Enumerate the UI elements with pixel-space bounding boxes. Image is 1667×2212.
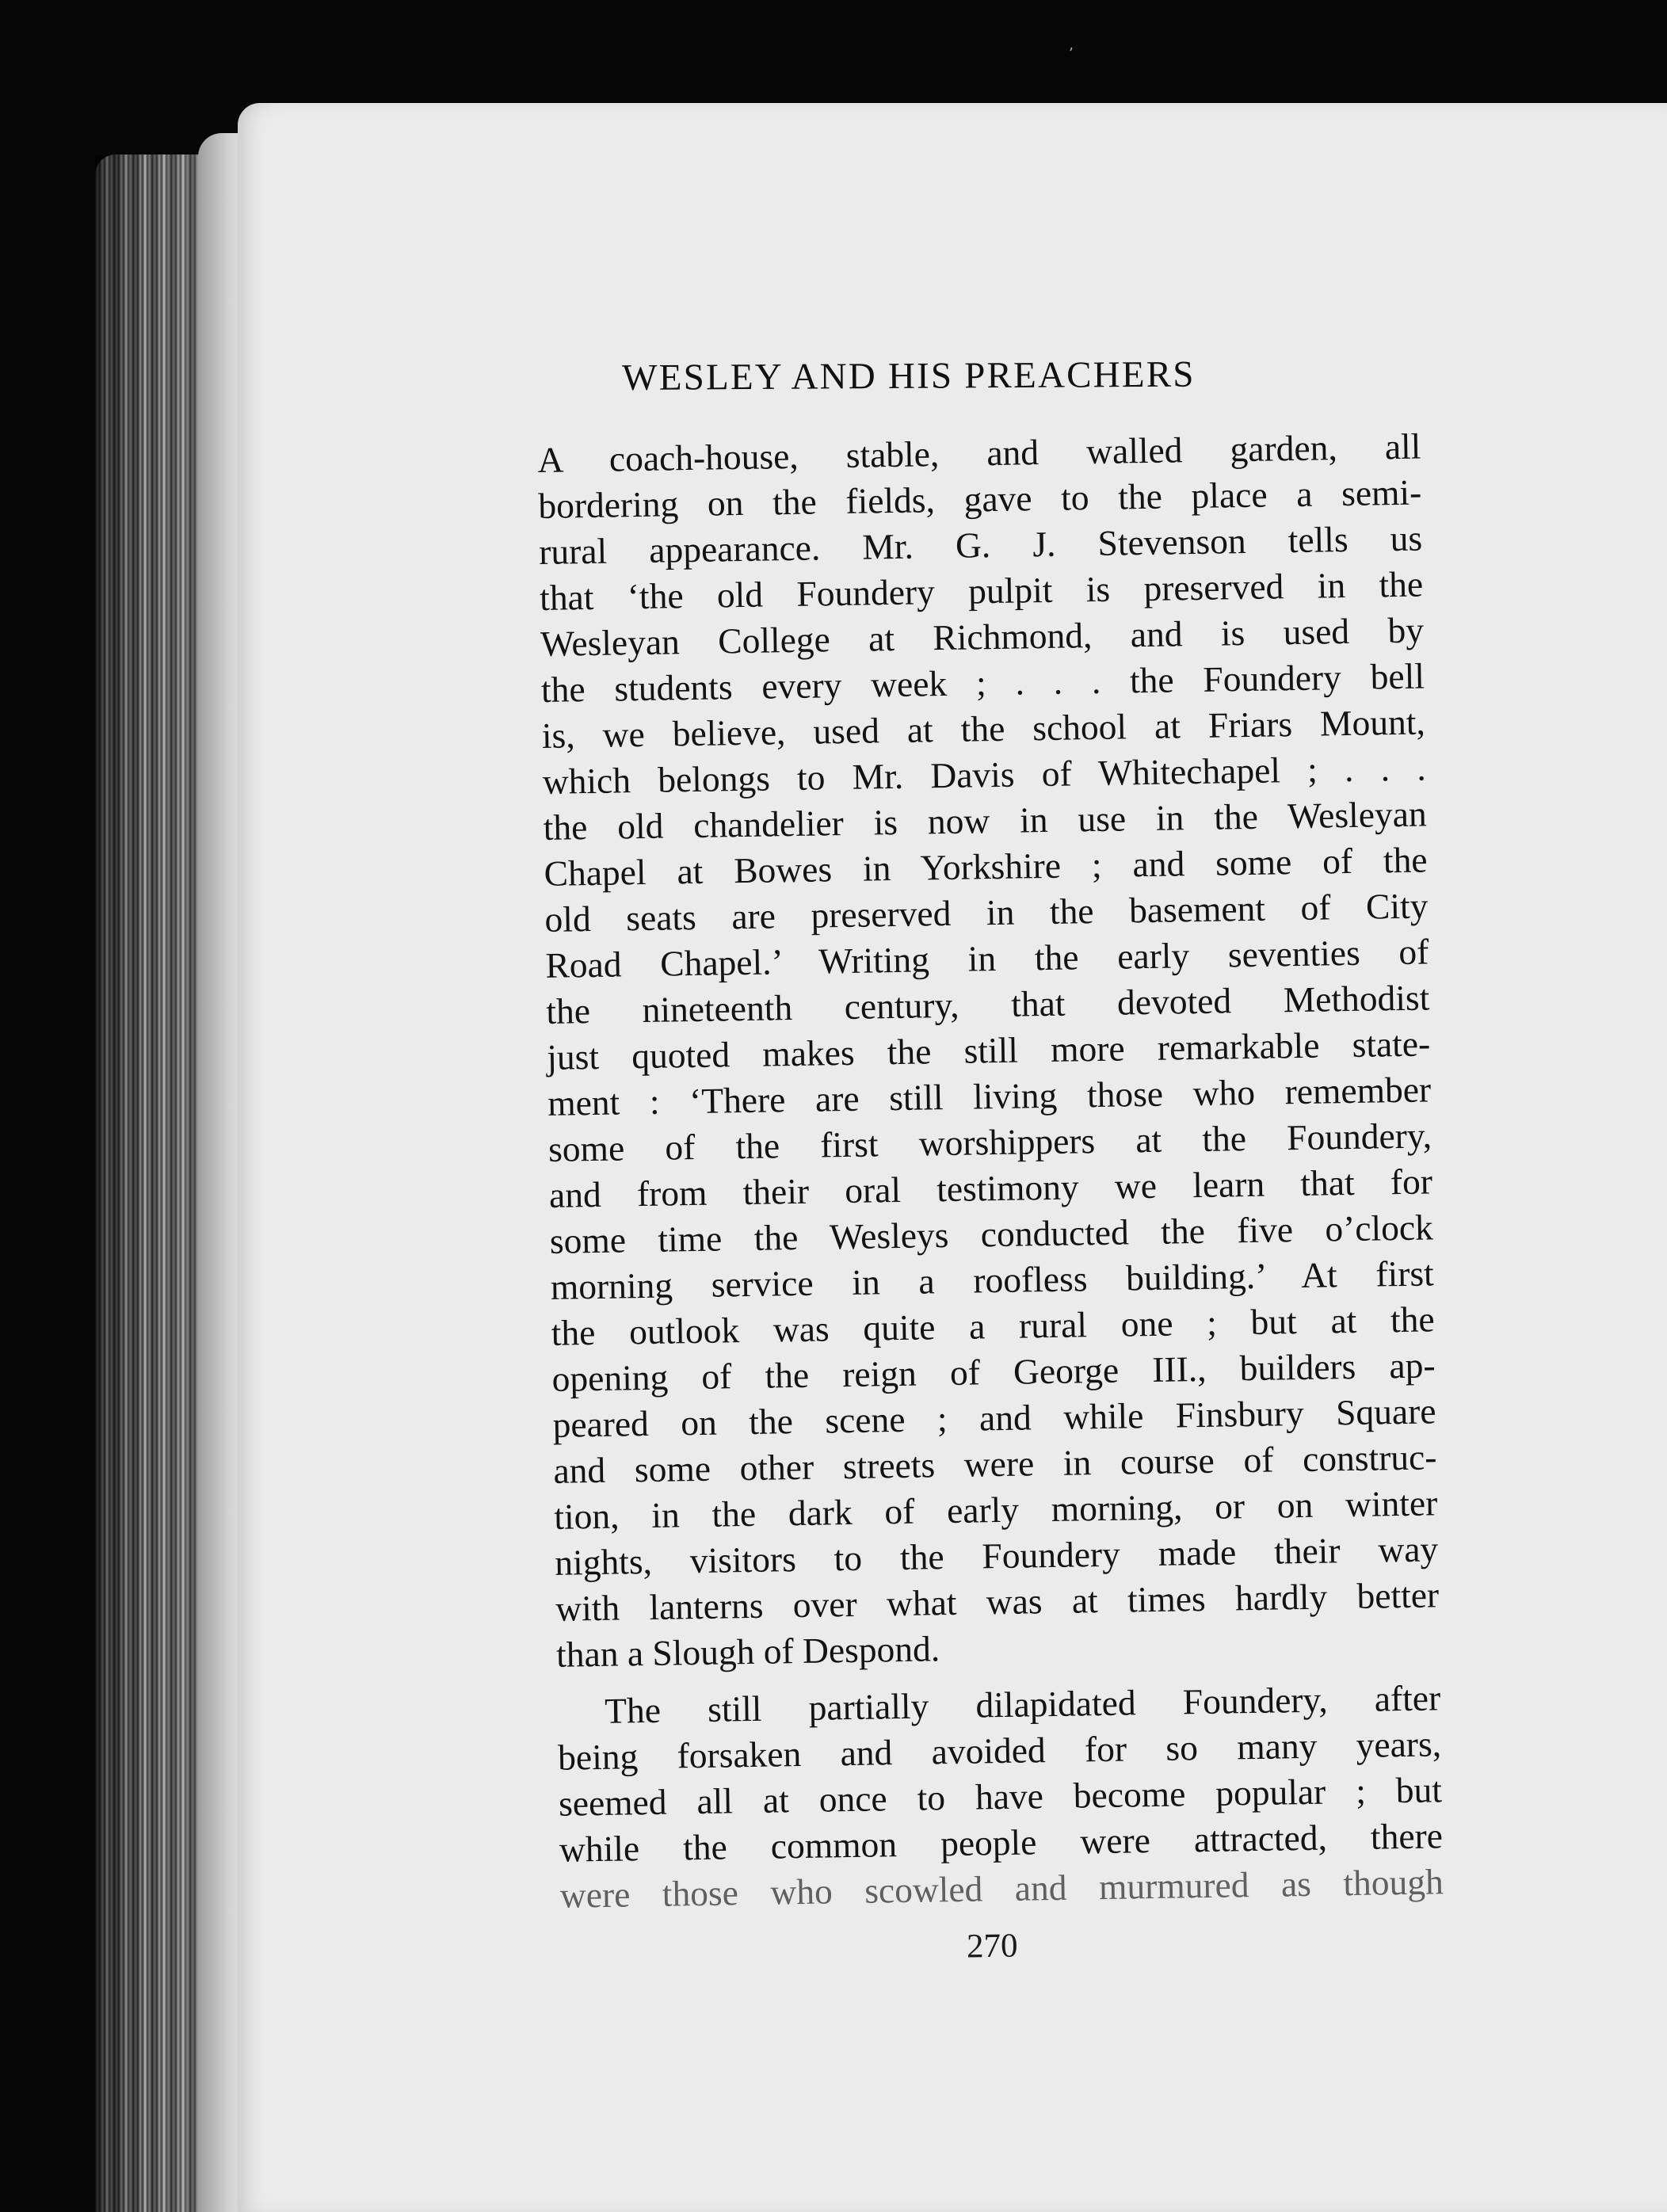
text-line: the students every week ; . . . the Foundery bell (540, 655, 1425, 710)
text-line: old seats are preserved in the basement of City (544, 885, 1429, 940)
text-line: the nineteenth century, that devoted Methodist (545, 977, 1430, 1032)
text-line: is, we believe, used at the school at Friars Mount, (541, 701, 1426, 756)
text-line: and from their oral testimony we learn that for (548, 1161, 1433, 1215)
text-line: and some other streets were in course of construc- (553, 1436, 1437, 1491)
text-line: bordering on the fields, gave to the place a semi- (537, 471, 1422, 526)
text-line: ment : ‘There are still living those who remember (547, 1069, 1432, 1123)
paragraph (537, 423, 1440, 1677)
page-number: 270 (966, 1927, 1018, 1966)
text-line: were those who scowled and murmured as though (559, 1861, 1444, 1916)
text-line: the outlook was quite a rural one ; but at the (551, 1299, 1436, 1353)
body-text (537, 423, 1444, 1918)
text-line: than a Slough of Despond. (555, 1628, 940, 1675)
text-line: some of the first worshippers at the Foundery, (547, 1115, 1432, 1169)
text-line: rural appearance. Mr. G. J. Stevenson tells us (538, 517, 1423, 572)
text-line: Chapel at Bowes in Yorkshire ; and some of the (544, 839, 1428, 894)
text-line: while the common people were attracted, there (559, 1815, 1444, 1870)
text-line: that ‘the old Foundery pulpit is preserved in the (539, 563, 1424, 618)
text-line: tion, in the dark of early morning, or on winter (554, 1482, 1438, 1537)
text-line: opening of the reign of George III., builders ap- (551, 1344, 1436, 1399)
text-line: Wesleyan College at Richmond, and is used by (540, 609, 1425, 664)
text-line: which belongs to Mr. Davis of Whitechapel ; . . . (542, 747, 1427, 802)
text-line: the old chandelier is now in use in the Wesleyan (543, 793, 1427, 848)
text-line: being forsaken and avoided for so many years, (557, 1723, 1442, 1778)
text-line: some time the Wesleys conducted the five o’clock (549, 1207, 1434, 1261)
text-line: seemed all at once to have become popular ; but (558, 1769, 1443, 1824)
text-line: with lanterns over what was at times hardly better (555, 1574, 1440, 1629)
text-line: just quoted makes the still more remarkable state- (546, 1023, 1431, 1077)
text-line: The still partially dilapidated Foundery, after (604, 1677, 1441, 1731)
text-line: nights, visitors to the Foundery made their way (554, 1528, 1439, 1583)
text-line: Road Chapel.’ Writing in the early seventies of (545, 931, 1429, 986)
paragraph (557, 1675, 1444, 1918)
scan-speck: ’ (1069, 45, 1074, 62)
running-head: WESLEY AND HIS PREACHERS (622, 353, 1196, 399)
text-line: peared on the scene ; and while Finsbury Square (552, 1390, 1436, 1445)
text-line: morning service in a roofless building.’ At first (550, 1253, 1435, 1307)
text-line: A coach-house, stable, and walled garden, all (537, 425, 1421, 480)
